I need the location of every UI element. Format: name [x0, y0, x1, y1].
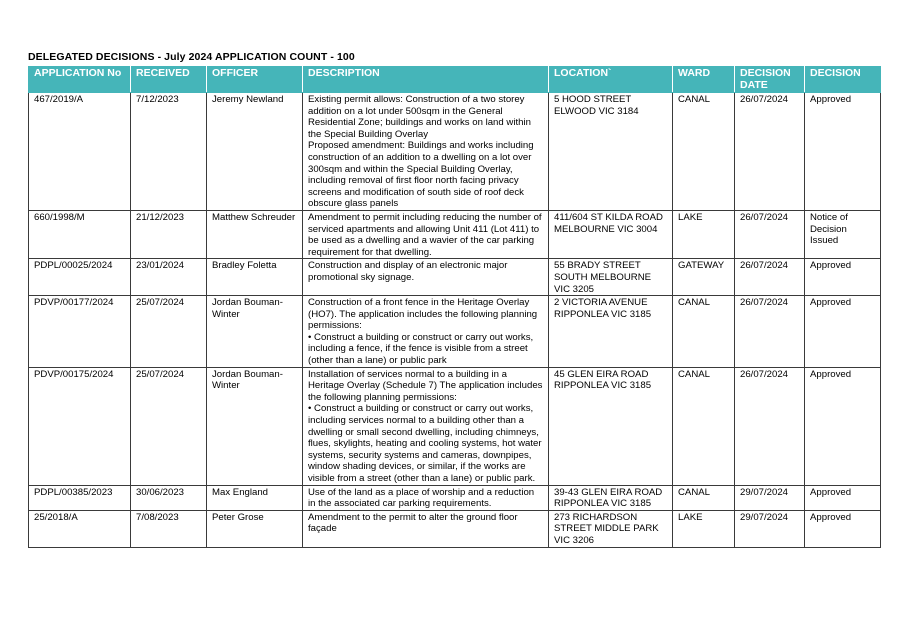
column-header-location: LOCATION`	[549, 67, 673, 93]
cell-description	[303, 93, 549, 211]
cell-decision-date: 26/07/2024	[735, 296, 805, 368]
column-header-officer: OFFICER	[207, 67, 303, 93]
table-row	[29, 367, 881, 485]
cell-decision: Approved	[805, 259, 881, 296]
cell-received: 7/08/2023	[131, 510, 207, 547]
cell-received: 25/07/2024	[131, 296, 207, 368]
cell-decision: Approved	[805, 93, 881, 211]
description-paragraph: Construction of a front fence in the Heritage Overlay (HO7). The application includes the following planning permissions:	[308, 297, 538, 332]
table-body	[29, 93, 881, 548]
cell-description	[303, 259, 549, 296]
cell-description	[303, 210, 549, 258]
cell-decision: Approved	[805, 510, 881, 547]
description-paragraph: Use of the land as a place of worship and a reduction in the associated car parking requirements.	[308, 486, 535, 510]
cell-officer: Peter Grose	[207, 510, 303, 547]
cell-application-no: PDVP/00177/2024	[29, 296, 131, 368]
cell-description	[303, 367, 549, 485]
cell-ward: CANAL	[673, 367, 735, 485]
cell-application-no: PDPL/00025/2024	[29, 259, 131, 296]
cell-officer: Bradley Foletta	[207, 259, 303, 296]
cell-ward: CANAL	[673, 93, 735, 211]
table-row	[29, 485, 881, 510]
cell-ward: LAKE	[673, 510, 735, 547]
cell-application-no: 467/2019/A	[29, 93, 131, 211]
cell-officer: Max England	[207, 485, 303, 510]
cell-decision-date: 26/07/2024	[735, 210, 805, 258]
cell-officer: Matthew Schreuder	[207, 210, 303, 258]
description-paragraph: Existing permit allows: Construction of a two storey addition on a lot under 500sqm in the General Residential Zone; buildings and works on land within the Special Building Overlay	[308, 94, 531, 140]
cell-ward: GATEWAY	[673, 259, 735, 296]
cell-application-no: 660/1998/M	[29, 210, 131, 258]
decisions-table	[28, 66, 881, 548]
cell-officer: Jordan Bouman-Winter	[207, 296, 303, 368]
cell-decision-date: 26/07/2024	[735, 93, 805, 211]
cell-description	[303, 485, 549, 510]
cell-received: 23/01/2024	[131, 259, 207, 296]
column-header-ward: WARD	[673, 67, 735, 93]
cell-officer: Jeremy Newland	[207, 93, 303, 211]
description-paragraph: Construction and display of an electronic major promotional sky signage.	[308, 260, 508, 283]
cell-location: 273 RICHARDSON STREET MIDDLE PARK VIC 3206	[549, 510, 673, 547]
cell-decision-date: 29/07/2024	[735, 485, 805, 510]
cell-location: 55 BRADY STREET SOUTH MELBOURNE VIC 3205	[549, 259, 673, 296]
cell-decision: Approved	[805, 296, 881, 368]
cell-location: 39-43 GLEN EIRA ROAD RIPPONLEA VIC 3185	[549, 485, 673, 510]
cell-decision-date: 26/07/2024	[735, 367, 805, 485]
cell-received: 30/06/2023	[131, 485, 207, 510]
cell-ward: LAKE	[673, 210, 735, 258]
column-header-description: DESCRIPTION	[303, 67, 549, 93]
cell-location: 5 HOOD STREET ELWOOD VIC 3184	[549, 93, 673, 211]
description-paragraph: Installation of services normal to a building in a Heritage Overlay (Schedule 7) The application includes the following planning permissions:	[308, 368, 543, 403]
document-title: DELEGATED DECISIONS - July 2024 APPLICATION COUNT - 100	[28, 51, 355, 63]
description-paragraph: • Construct a building or construct or carry out works, including a fence, if the fence is visible from a street (other than a lane) or public park	[308, 331, 534, 367]
cell-location: 45 GLEN EIRA ROAD RIPPONLEA VIC 3185	[549, 367, 673, 485]
cell-officer: Jordan Bouman-Winter	[207, 367, 303, 485]
cell-ward: CANAL	[673, 485, 735, 510]
description-paragraph: Amendment to permit including reducing the number of serviced apartments and allowing Unit 411 (Lot 411) to be used as a dwelling and a wavier of the car parking requirement for that dwelling.	[308, 211, 542, 258]
cell-ward: CANAL	[673, 296, 735, 368]
cell-description	[303, 296, 549, 368]
column-header-decision-date: DECISION DATE	[735, 67, 805, 93]
cell-decision: Notice of Decision Issued	[805, 210, 881, 258]
cell-description	[303, 510, 549, 547]
column-header-received: RECEIVED	[131, 67, 207, 93]
cell-application-no: PDPL/00385/2023	[29, 485, 131, 510]
cell-decision-date: 26/07/2024	[735, 259, 805, 296]
table-row	[29, 510, 881, 547]
cell-decision-date: 29/07/2024	[735, 510, 805, 547]
table-row	[29, 296, 881, 368]
table-row	[29, 93, 881, 211]
cell-location: 411/604 ST KILDA ROAD MELBOURNE VIC 3004	[549, 210, 673, 258]
cell-decision: Approved	[805, 485, 881, 510]
cell-location: 2 VICTORIA AVENUE RIPPONLEA VIC 3185	[549, 296, 673, 368]
description-paragraph: Amendment to the permit to alter the ground floor façade	[308, 511, 518, 535]
cell-received: 7/12/2023	[131, 93, 207, 211]
table-row	[29, 259, 881, 296]
column-header-application-no: APPLICATION No	[29, 67, 131, 93]
cell-decision: Approved	[805, 367, 881, 485]
cell-application-no: 25/2018/A	[29, 510, 131, 547]
cell-application-no: PDVP/00175/2024	[29, 367, 131, 485]
table-row	[29, 210, 881, 258]
description-paragraph: • Construct a building or construct or carry out works, including services normal to a building other than a dwelling or small second dwelling, including chimneys, flues, skylights, heating and cooling systems, hot water systems, security systems and cameras, downpipes, window shading devices, or similar, if the works are visible from a street (other than a lane) or public park.	[308, 403, 542, 484]
cell-received: 21/12/2023	[131, 210, 207, 258]
cell-received: 25/07/2024	[131, 367, 207, 485]
column-header-decision: DECISION	[805, 67, 881, 93]
description-paragraph: Proposed amendment: Buildings and works including construction of an addition to a dwelling on a lot over 300sqm and within the Special Building Overlay, including removal of first floor north facing privacy screens and modification of south side of roof deck obscure glass panels	[308, 140, 534, 210]
table-header-row	[29, 67, 881, 93]
